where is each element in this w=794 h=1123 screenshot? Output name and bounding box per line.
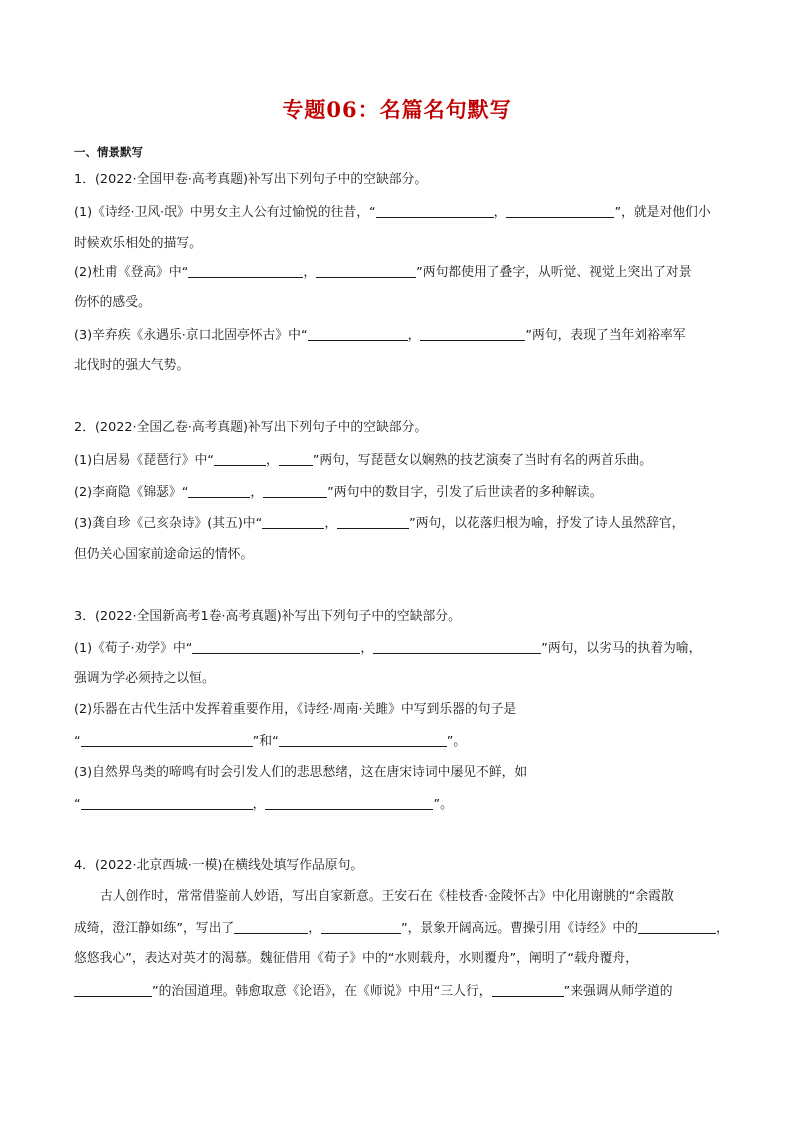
answer-blank[interactable] <box>316 264 416 278</box>
q3-part3-answer: “ ， ”。 <box>74 797 453 812</box>
q2-part1: (1)白居易《琵琶行》中“ ， ”两句，写琵琶女以娴熟的技艺演奏了当时有名的两首乐曲。 <box>74 453 653 468</box>
q1-part3-cont: 北伐时的强大气势。 <box>74 358 190 373</box>
answer-blank[interactable] <box>420 327 525 341</box>
q1-part1: (1)《诗经·卫风·氓》中男女主人公有过愉悦的往昔，“ ， ”，就是对他们小 <box>74 205 711 220</box>
q4-line3: 悠悠我心”，表达对英才的渴慕。魏征借用《荀子》中的“水则载舟，水则覆舟”，阐明了“载舟覆舟， <box>74 951 638 966</box>
answer-blank[interactable] <box>279 733 447 747</box>
q3-stem: 3．(2022·全国新高考1卷·高考真题)补写出下列句子中的空缺部分。 <box>74 609 461 624</box>
q3-part1: (1)《荀子·劝学》中“ ， ”两句，以劣马的执着为喻， <box>74 641 702 656</box>
q3-part3: (3)自然界鸟类的啼鸣有时会引发人们的悲思愁绪，这在唐宋诗词中屡见不鲜，如 <box>74 765 528 780</box>
answer-blank[interactable] <box>188 264 303 278</box>
answer-blank[interactable] <box>214 452 266 466</box>
q1-stem: 1．(2022·全国甲卷·高考真题)补写出下列句子中的空缺部分。 <box>74 172 428 187</box>
section-heading: 一、情景默写 <box>74 145 143 159</box>
answer-blank[interactable] <box>337 515 409 529</box>
answer-blank[interactable] <box>74 983 152 997</box>
q2-stem: 2．(2022·全国乙卷·高考真题)补写出下列句子中的空缺部分。 <box>74 420 428 435</box>
answer-blank[interactable] <box>188 484 250 498</box>
q3-part2-answer: “ ”和“ ”。 <box>74 734 467 749</box>
answer-blank[interactable] <box>262 515 324 529</box>
q3-part2: (2)乐器在古代生活中发挥着重要作用，《诗经·周南·关雎》中写到乐器的句子是 <box>74 702 517 717</box>
q2-part2: (2)李商隐《锦瑟》“ ， ”两句中的数目字，引发了后世读者的多种解读。 <box>74 485 603 500</box>
answer-blank[interactable] <box>321 920 401 934</box>
q4-line1: 古人创作时，常常借鉴前人妙语，写出自家新意。王安石在《桂枝香·金陵怀古》中化用谢朓的“余霞散 <box>100 889 674 904</box>
q1-part1-cont: 时候欢乐相处的描写。 <box>74 236 202 251</box>
q3-part1-cont: 强调为学必须持之以恒。 <box>74 671 215 686</box>
q1-part3: (3)辛弃疾《永遇乐·京口北固亭怀古》中“ ， ”两句，表现了当年刘裕率军 <box>74 328 686 343</box>
answer-blank[interactable] <box>373 640 541 654</box>
q4-stem: 4．(2022·北京西城·一模)在横线处填写作品原句。 <box>74 858 364 873</box>
answer-blank[interactable] <box>492 983 564 997</box>
q4-line2: 成绮，澄江静如练”，写出了 ， ”，景象开阔高远。曹操引用《诗经》中的 ， <box>74 921 729 936</box>
answer-blank[interactable] <box>263 484 327 498</box>
answer-blank[interactable] <box>81 733 253 747</box>
answer-blank[interactable] <box>376 204 494 218</box>
answer-blank[interactable] <box>506 204 614 218</box>
answer-blank[interactable] <box>81 796 253 810</box>
q2-part3-cont: 但仍关心国家前途命运的情怀。 <box>74 547 254 562</box>
answer-blank[interactable] <box>234 920 308 934</box>
answer-blank[interactable] <box>265 796 433 810</box>
page-title: 专题06：名篇名句默写 <box>282 97 512 122</box>
q4-line4: ”的治国道理。韩愈取意《论语》，在《师说》中用“三人行， ”来强调从师学道的 <box>74 983 734 1000</box>
q1-part2-cont: 伤怀的感受。 <box>74 295 151 310</box>
answer-blank[interactable] <box>308 327 408 341</box>
answer-blank[interactable] <box>638 920 716 934</box>
q2-part3: (3)龚自珍《己亥杂诗》(其五)中“ ， ”两句，以花落归根为喻，抒发了诗人虽然辞官， <box>74 516 685 531</box>
answer-blank[interactable] <box>192 640 360 654</box>
q1-part2: (2)杜甫《登高》中“ ， ”两句都使用了叠字，从听觉、视觉上突出了对景 <box>74 265 692 280</box>
answer-blank[interactable] <box>279 452 313 466</box>
